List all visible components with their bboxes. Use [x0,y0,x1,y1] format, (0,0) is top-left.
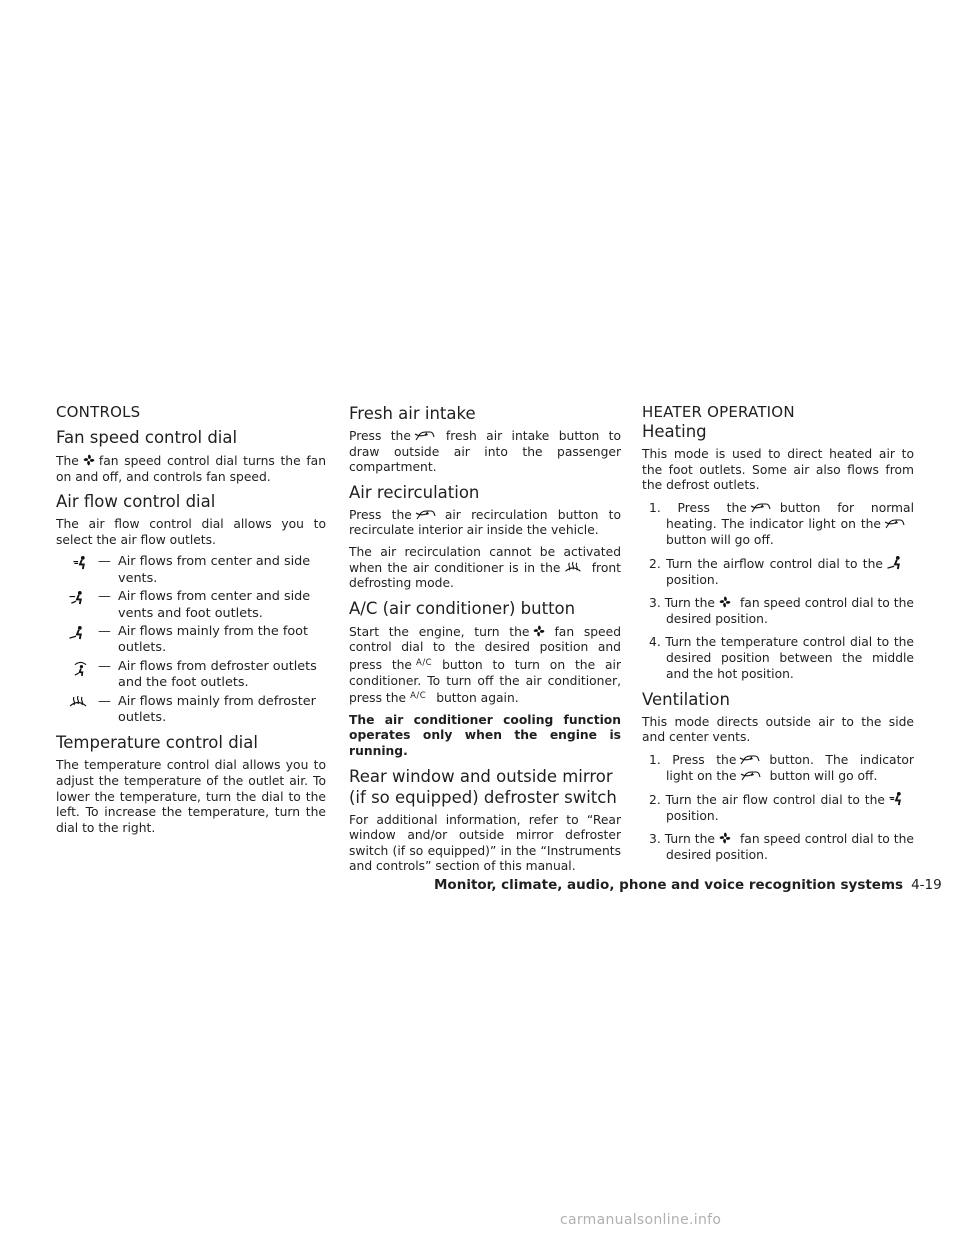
ac-text: Start the engine, turn the fan speed control dial to the desired position and press the A/C button to turn on the air conditioner. To turn off the air conditioner, press the A/C button again. [349,624,622,706]
heading-temperature: Temperature control dial [56,733,258,753]
list-item: — Air flows mainly from the foot outlets. [60,624,326,657]
page-number: 4-19 [911,877,942,893]
heading-air-flow: Air flow control dial [56,492,216,512]
list-item: 2. Turn the air flow control dial to the position. [642,791,914,824]
fresh-air-text: Press the fresh air intake button to draw outside air into the passenger compartment. [349,429,622,475]
heating-intro: This mode is used to direct heated air to the foot outlets. Some air also flows from the defrost outlets. [642,447,914,493]
list-item: 4. Turn the temperature control dial to the desired position between the middle and the hot position. [649,634,914,681]
ventilation-steps [642,752,914,863]
ac-warning-text: The air conditioner cooling function operates only when the engine is running. [349,712,621,758]
heading-heating: Heating [642,422,707,441]
recirc-text-2: The air recirculation cannot be activated when the air conditioner is in the front defrosting mode. [349,544,621,591]
face-vent-icon [888,791,904,806]
air-flow-mode-list [60,554,326,726]
footer-title: Monitor, climate, audio, phone and voice recognition systems [434,877,904,893]
list-item: 1. Press the button for normal heating. The indicator light on the button will go off. [649,500,914,547]
recirculation-icon [415,509,437,521]
fresh-air-icon [750,502,772,514]
watermark: carmanualsonline.info [560,1212,722,1228]
fresh-air-icon [884,518,906,530]
foot-vent-icon [886,555,904,570]
heading-ventilation: Ventilation [642,689,730,709]
rear-defroster-text: For additional information, refer to “Rear window and/or outside mirror defroster switch (if so equipped)” in the “Instruments and controls” section of this manual. [349,812,621,874]
fan-icon [82,453,96,467]
heading-rear-defroster: Rear window and outside mirror (if so equipped) defroster switch [349,766,617,807]
ac-symbol: A/C [410,691,427,702]
ventilation-intro: This mode directs outside air to the side and center vents. [642,714,914,745]
list-item: 3. Turn the fan speed control dial to the desired position. [649,595,914,626]
column-left [56,403,326,842]
foot-vent-icon [68,625,86,645]
list-item: — Air flows mainly from defroster outlets. [60,694,326,727]
defrost-icon [563,561,583,574]
heading-air-recirculation: Air recirculation [349,482,480,502]
section-title-controls: CONTROLS [56,403,141,421]
heading-fan-speed: Fan speed control dial [56,428,238,447]
fan-icon [718,831,732,845]
foot-defrost-icon [73,660,88,682]
section-title-heater-operation: HEATER OPERATION [642,403,795,421]
fresh-air-icon [739,754,761,766]
recirc-text-1: Press the air recirculation button to recirculate interior air inside the vehicle. [349,507,622,538]
page-footer [434,877,942,893]
list-item: 2. Turn the airflow control dial to the position. [642,555,914,588]
fresh-air-icon [414,430,436,442]
list-item: — Air flows from center and side vents and foot outlets. [60,589,326,622]
fan-speed-text: The fan speed control dial turns the fan on and off, and controls fan speed. [56,454,326,484]
list-item: — Air flows from defroster outlets and the foot outlets. [60,659,326,692]
fan-icon [718,595,732,609]
defrost-icon [68,695,88,714]
column-middle [349,403,621,881]
ac-symbol: A/C [416,657,433,668]
fan-icon [532,624,546,638]
bilevel-vent-icon [68,590,86,610]
list-item: — Air flows from center and side vents. [60,554,326,587]
heating-steps [642,500,914,682]
heading-ac-button: A/C (air conditioner) button [349,598,576,618]
air-flow-intro: The air flow control dial allows you to select the air flow outlets. [56,517,326,547]
face-vent-icon [72,555,88,575]
list-item: 3. Turn the fan speed control dial to the desired position. [649,831,914,862]
list-item: 1. Press the button. The indicator light on the button will go off. [649,752,914,783]
column-right [642,403,914,870]
fresh-air-icon [740,770,762,782]
heading-fresh-air: Fresh air intake [349,404,476,423]
temperature-text: The temperature control dial allows you to adjust the temperature of the outlet air. To lower the temperature, turn the dial to the left. To increase the temperature, turn the dial to the right. [56,758,326,835]
